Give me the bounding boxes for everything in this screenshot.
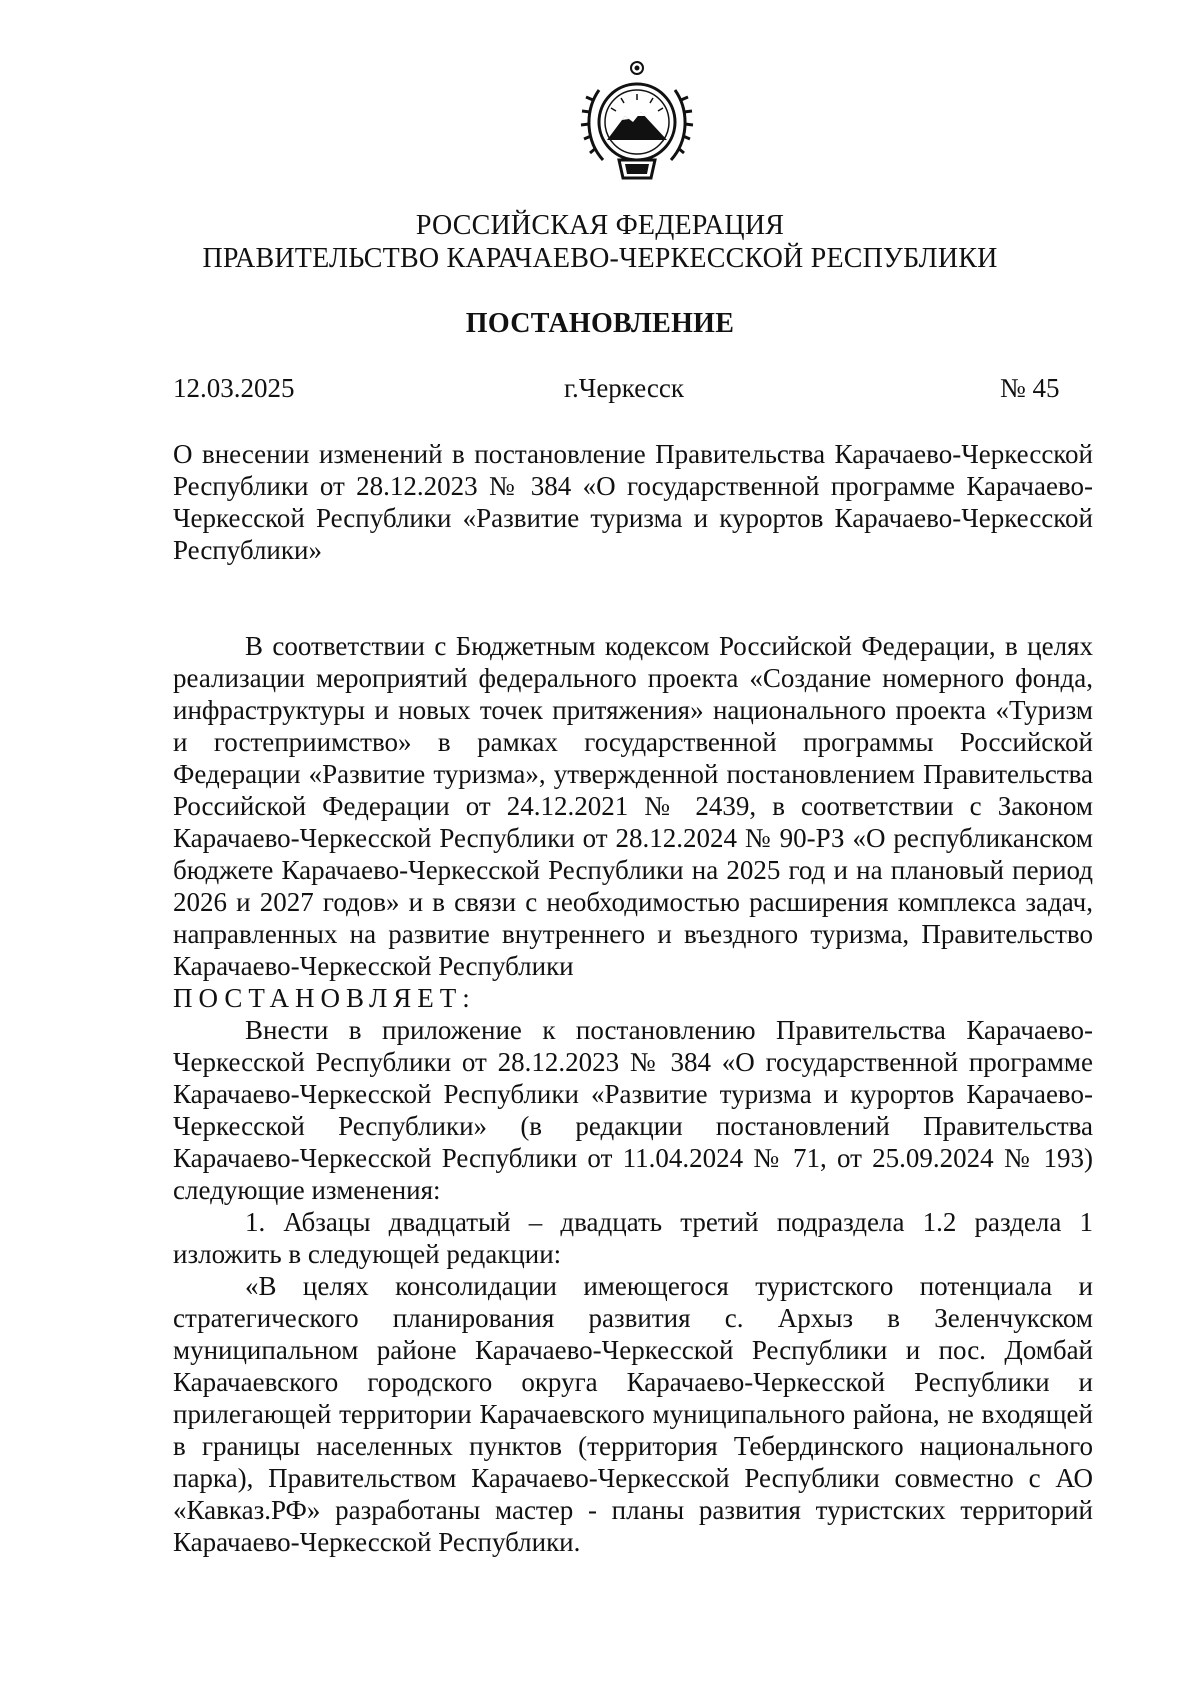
decree-word: ПОСТАНОВЛЯЕТ: [173, 983, 476, 1013]
document-city: г.Черкесск [564, 373, 684, 403]
document-number: № 45 [1000, 373, 1060, 403]
document-body [173, 630, 1093, 1558]
body-paragraph: Внести в приложение к постановлению Правительства Карачаево-Черкесской Республики от 28.12.2023 № 384 «О государственной программе Карачаево-Черкесской Республики «Развитие туризма и курортов Карачаево-Черкесской Республики» (в редакции постановлений Правительства Карачаево-Черкесской Республики от 11.04.2024 № 71, от 25.09.2024 № 193) следующие изменения: [173, 1015, 1093, 1205]
header-country: РОССИЙСКАЯ ФЕДЕРАЦИЯ [415, 210, 785, 241]
header-government: ПРАВИТЕЛЬСТВО КАРАЧАЕВО-ЧЕРКЕССКОЙ РЕСПУБЛИКИ [202, 243, 998, 274]
body-paragraph: 1. Абзацы двадцатый – двадцать третий подраздела 1.2 раздела 1 изложить в следующей редакции: [173, 1207, 1093, 1269]
document-type: ПОСТАНОВЛЕНИЕ [465, 308, 735, 339]
coat-of-arms-icon [577, 60, 697, 188]
document-subject: О внесении изменений в постановление Правительства Карачаево-Черкесской Республики от 28.12.2023 № 384 «О государственной программе Карачаево-Черкесской Республики «Развитие туризма и курортов Карачаево-Черкесской Республики» [173, 439, 1093, 565]
document-date: 12.03.2025 [173, 373, 295, 403]
body-paragraph: В соответствии с Бюджетным кодексом Российской Федерации, в целях реализации мероприятий федерального проекта «Создание номерного фонда, инфраструктуры и новых точек притяжения» национального проекта «Туризм и гостеприимство» в рамках государственной программы Российской Федерации «Развитие туризма», утвержденной постановлением Правительства Российской Федерации от 24.12.2021 № 2439, в соответствии с Законом Карачаево-Черкесской Республики от 28.12.2024 № 90-РЗ «О республиканском бюджете Карачаево-Черкесской Республики на 2025 год и на плановый период 2026 и 2027 годов» и в связи с необходимостью расширения комплекса задач, направленных на развитие внутреннего и въездного туризма, Правительство Карачаево-Черкесской Республики [173, 631, 1093, 981]
body-paragraph: «В целях консолидации имеющегося туристского потенциала и стратегического планирования развития с. Архыз в Зеленчукском муниципальном районе Карачаево-Черкесской Республики и пос. Домбай Карачаевского городского округа Карачаево-Черкесской Республики и прилегающей территории Карачаевского муниципального района, не входящей в границы населенных пунктов (территория Тебердинского национального парка), Правительством Карачаево-Черкесской Республики совместно с АО «Кавказ.РФ» разработаны мастер - планы развития туристских территорий Карачаево-Черкесской Республики. [173, 1271, 1093, 1557]
